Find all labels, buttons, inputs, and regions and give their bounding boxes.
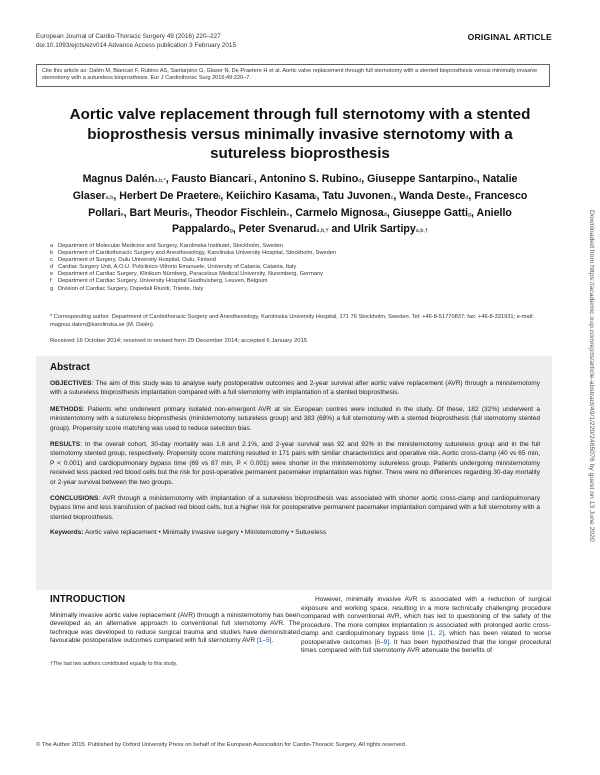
affiliation-item bbox=[50, 278, 550, 285]
author-name: Tatu Juvonen bbox=[322, 189, 391, 202]
author-affiliation-marker: e bbox=[286, 211, 290, 218]
methods-text: : Patients who underwent primary isolated non-emergent AVR at six European centres were included in the study. Of these, 182 (32%) underwent a ministernotomy with a sutureless bioprosthesis (ministernotomy sutureless group) and 383 (68%) a full sternotomy with a stented bioprosthesis (full sternotomy stented group). Propensity score matching was used to reduce selection bias. bbox=[50, 405, 540, 432]
author-name: Giuseppe Gatti bbox=[392, 206, 468, 219]
abstract-box bbox=[36, 356, 552, 590]
affiliation-letter: d bbox=[50, 264, 54, 271]
author-affiliation-marker: c bbox=[251, 178, 254, 184]
author-affiliation-marker: d bbox=[358, 178, 362, 184]
author-affiliation-marker: a,b,† bbox=[415, 228, 428, 235]
conclusions-label: CONCLUSIONS bbox=[50, 495, 99, 503]
author-affiliation-marker: c bbox=[390, 194, 394, 201]
intro-text-2b: , which has been related to worse postoperative outcomes bbox=[301, 630, 551, 646]
journal-doi-line: doi:10.1093/ejcts/ezv014 Advance Access publication 3 February 2015 bbox=[36, 41, 237, 49]
affiliation-item bbox=[50, 271, 550, 278]
affiliation-text: Division of Cardiac Surgery, Ospedali Riuniti, Trieste, Italy bbox=[58, 285, 204, 292]
copyright-footer: © The Author 2015. Published by Oxford University Press on behalf of the European Association for Cardio-Thoracic Surgery. All rights reserved. bbox=[36, 742, 407, 748]
author-affiliation-marker: e bbox=[120, 211, 124, 218]
affiliation-text: Department of Cardiac Surgery, University Hospital Gasthuisberg, Leuven, Belgium bbox=[58, 278, 268, 285]
author-name: Bart Meuris bbox=[129, 206, 188, 219]
author-affiliation-marker: d bbox=[383, 211, 387, 218]
results-label: RESULTS bbox=[50, 441, 81, 449]
author-footnote: †The last two authors contributed equally to this study. bbox=[50, 660, 178, 667]
journal-info bbox=[36, 33, 236, 50]
objectives-label: OBJECTIVES bbox=[50, 380, 92, 387]
abstract-objectives bbox=[50, 379, 540, 398]
article-type-label: ORIGINAL ARTICLE bbox=[467, 32, 552, 42]
author-name: Carmelo Mignosa bbox=[295, 206, 384, 219]
author-name: Ulrik Sartipy bbox=[353, 223, 416, 236]
author-name: Herbert De Praetere bbox=[119, 189, 219, 202]
keywords bbox=[50, 529, 540, 536]
download-watermark: Downloaded from https://academic.oup.com/ejcts/article-abstract/49/1/220/2465076 by guest on 13 June 2020 bbox=[588, 210, 595, 542]
author-name: Francesco Pollari bbox=[88, 189, 528, 219]
affiliation-item bbox=[50, 264, 550, 271]
intro-text-end: . bbox=[271, 637, 274, 644]
author-name: Aniello Pappalardo bbox=[171, 206, 512, 236]
affiliation-letter: e bbox=[50, 271, 54, 278]
journal-citation-line: European Journal of Cardio-Thoracic Surgery 49 (2016) 220–227 bbox=[36, 33, 221, 40]
author-name: Natalie Glaser bbox=[72, 173, 518, 202]
intro-text-2a: However, minimally invasive AVR is associated with a reduction of surgical exposure and working space, resulting in a more technically challenging procedure compared with conventional AVR, which has led to questioning of the safety of the procedure. The more complex implantation is associated with prolonged aortic cross-clamp and cardiopulmonary bypass time bbox=[301, 596, 551, 637]
author-affiliation-marker: a,b bbox=[105, 194, 114, 201]
author-affiliation-marker: f bbox=[315, 194, 317, 201]
affiliation-item bbox=[50, 250, 550, 257]
author-affiliation-marker: f bbox=[218, 194, 221, 201]
citation-box: Cite this article as: Dalén M, Biancari F, Rubino AS, Santarpino G, Glaser N, De Praetere H et al. Aortic valve replacement through full sternotomy with a stented bioprosthesis versus minimally invasive sternotomy with a sutureless bioprosthesis. Eur J Cardiothorac Surg 2016;49:220–7. bbox=[36, 64, 550, 87]
body-column-right bbox=[301, 596, 551, 656]
affiliation-item bbox=[50, 286, 550, 293]
article-title: Aortic valve replacement through full sternotomy with a stented bioprosthesis versus minimally invasive sternotomy with a sutureless bioprosthesis bbox=[69, 106, 531, 162]
affiliation-letter: b bbox=[50, 250, 54, 257]
author-name: Wanda Deste bbox=[399, 189, 466, 202]
received-dates: Received 16 October 2014; received in revised form 29 December 2014; accepted 6 January 2015 bbox=[50, 338, 308, 344]
introduction-heading: INTRODUCTION bbox=[50, 594, 126, 605]
author-affiliation-marker: g bbox=[229, 228, 233, 235]
affiliation-text: Department of Cardiothoracic Surgery and Anesthesiology, Karolinska University Hospital, Stockholm, Sweden bbox=[58, 250, 337, 257]
reference-link[interactable]: [1, 2] bbox=[427, 630, 445, 637]
affiliation-item bbox=[50, 257, 550, 264]
author-affiliation-marker: g bbox=[467, 211, 472, 218]
author-name: Keiichiro Kasama bbox=[226, 189, 316, 202]
author-name: Magnus Dalén bbox=[82, 173, 155, 185]
keywords-text: Aortic valve replacement • Minimally invasive surgery • Ministernotomy • Sutureless bbox=[83, 529, 327, 537]
affiliation-text: Cardiac Surgery Unit, A.O.U. Policlinico-Vittorio Emanuele, University of Catania, Catania, Italy bbox=[58, 264, 297, 271]
affiliation-text: Department of Cardiac Surgery, Klinikum Nürnberg, Paracelsus Medical University, Nuremberg, Germany bbox=[58, 271, 323, 278]
author-list: Magnus Dalén$^{a,b,*}$, Fausto Biancari$^c$, Antonino S. Rubino$^d$, Giuseppe Santarpino$^e$, Natalie Glaser$^{a,b}$, Herbert De Praetere$^f$, Keiichiro Kasama$^f$, Tatu Juvonen$^c$, Wanda Deste$^d$, Francesco Pollari$^e$, Bart Meuris$^f$, Theodor Fischlein$^e$, Carmelo Mignosa$^d$, Giuseppe Gatti$^g$, Aniello Pappalardo$^g$, Peter Svenarud$^{a,b,\dagger}$ and Ulrik Sartipy$^{a,b,\dagger}$ bbox=[72, 173, 528, 236]
affiliation-item bbox=[50, 243, 550, 250]
body-column-left bbox=[50, 596, 300, 668]
reference-link[interactable]: [6–9] bbox=[374, 638, 390, 646]
methods-label: METHODS bbox=[50, 405, 83, 413]
affiliation-letter: g bbox=[50, 285, 54, 292]
affiliation-letter: a bbox=[50, 243, 54, 249]
results-text: : In the overall cohort, 30-day mortality was 1.6 and 2.1%, and 2-year survival was 92 and 92% in the ministernotomy sutureless group and in the full sternotomy stented group, respectively. Propensity score matching resulted in 171 pairs with similar characteristics and operative risk. Aortic cross-clamp (40 vs 65 min, P < 0.001) and cardiopulmonary bypass time (69 vs 87 min, P < 0.001) were shorter in the ministernotomy sutureless group. Patients undergoing ministernotomy received less packed red blood cells but the risk for post-operative permanent pacemaker implantation was higher. There were no differences regarding 30-day mortality or 2-year survival between the two groups. bbox=[50, 441, 540, 486]
affiliation-text: Department of Molecular Medicine and Surgery, Karolinska Institutet, Stockholm, Sweden bbox=[58, 243, 283, 249]
author-affiliation-marker: d bbox=[465, 194, 469, 201]
intro-text-2c: . It has been hypothesized that the longer procedural times compared with full sternotomy AVR attenuate the benefits of bbox=[301, 638, 551, 654]
author-affiliation-marker: f bbox=[187, 211, 190, 218]
author-name: Fausto Biancari bbox=[171, 173, 252, 185]
conclusions-text: : AVR through a ministernotomy with implantation of a sutureless bioprosthesis was associated with shorter aortic cross-clamp and cardiopulmonary bypass time and less transfusion of packed red blood cells, but a higher risk for postoperative permanent pacemaker implantation compared with a full sternotomy with a stented bioprosthesis. bbox=[50, 495, 540, 521]
abstract-heading: Abstract bbox=[50, 362, 90, 373]
objectives-text: : The aim of this study was to analyse early postoperative outcomes and 2-year survival after aortic valve replacement (AVR) through a ministernotomy with a sutureless bioprosthesis implantation compared with a full sternotomy with implantation of a stented bioprosthesis. bbox=[50, 380, 540, 397]
abstract-conclusions bbox=[50, 494, 540, 522]
author-affiliation-marker: a,b,* bbox=[154, 178, 166, 184]
affiliation-text: Department of Surgery, Oulu University Hospital, Oulu, Finland bbox=[58, 257, 216, 264]
affiliation-list bbox=[50, 243, 550, 293]
corresponding-author: * Corresponding author. Department of Cardiothoracic Surgery and Anesthesiology, Karolinska University Hospital, 171 76 Stockholm, Sweden. Tel: +46-8-51770837; fax: +46-8-331931; e-mail: magnus.dalen@karolinska.se (M. Dalén). bbox=[50, 314, 534, 328]
intro-text-1: Minimally invasive aortic valve replacement (AVR) through a ministernotomy has been developed as an alternative approach to conventional full sternotomy AVR. The technique was developed to reduce surgical trauma and studies have demonstrated favourable postoperative outcomes compared with full sternotomy AVR bbox=[50, 611, 300, 644]
author-name: Antonino S. Rubino bbox=[259, 173, 359, 185]
author-name: Theodor Fischlein bbox=[195, 206, 287, 219]
affiliation-letter: f bbox=[50, 278, 52, 285]
author-name: Giuseppe Santarpino bbox=[367, 173, 474, 185]
abstract-results bbox=[50, 440, 540, 487]
abstract-methods bbox=[50, 405, 540, 433]
reference-link[interactable]: [1–5] bbox=[256, 637, 272, 644]
author-affiliation-marker: e bbox=[473, 178, 477, 184]
author-name: Peter Svenarud bbox=[238, 223, 317, 236]
intro-paragraph-2 bbox=[301, 596, 551, 656]
intro-paragraph-1 bbox=[50, 612, 300, 646]
author-affiliation-marker: a,b,† bbox=[316, 228, 329, 235]
keywords-label: Keywords: bbox=[50, 529, 84, 537]
affiliation-letter: c bbox=[50, 257, 53, 264]
